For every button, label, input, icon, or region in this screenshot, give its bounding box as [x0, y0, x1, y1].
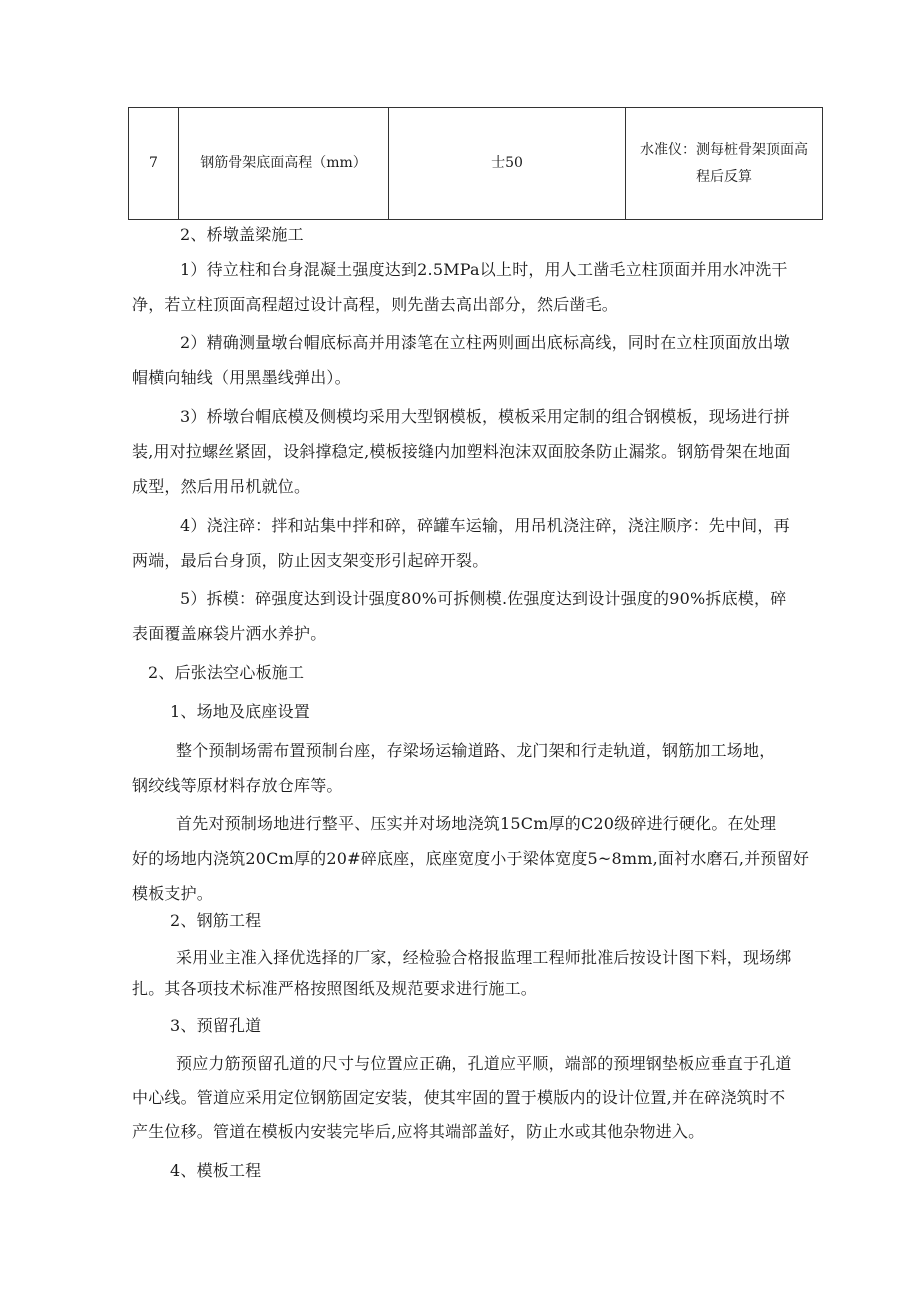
- pier-step-3-line-2: 装,用对拉螺丝紧固，设斜撑稳定,模板接缝内加塑料泡沫双面胶条防止漏浆。钢筋骨架在地面: [132, 442, 791, 461]
- site-para-2-line-1: 首先对预制场地进行整平、压实并对场地浇筑15Cm厚的C20级碎进行硬化。在处理: [176, 814, 777, 833]
- tolerance-value: 士50: [389, 108, 626, 220]
- rebar-line-1: 采用业主准入择优选择的厂家，经检验合格报监理工程师批准后按设计图下料，现场绑: [176, 948, 792, 967]
- pier-step-3-line-3: 成型，然后用吊机就位。: [132, 477, 311, 496]
- duct-line-1: 预应力筋预留孔道的尺寸与位置应正确，孔道应平顺，端部的预埋钢垫板应垂直于孔道: [176, 1054, 792, 1073]
- table-row: [129, 108, 823, 220]
- spec-table: [128, 107, 823, 220]
- site-setup-heading: 1、场地及底座设置: [170, 702, 310, 721]
- pier-step-5-line-2: 表面覆盖麻袋片洒水养护。: [132, 624, 327, 643]
- pier-step-3-line-1: 3）桥墩台帽底模及侧模均采用大型钢模板，模板采用定制的组合钢模板，现场进行拼: [180, 407, 790, 426]
- inspection-method: [626, 108, 823, 220]
- hollow-slab-heading: 2、后张法空心板施工: [148, 663, 305, 682]
- method-line-1: 水准仪：测每桩骨架顶面高: [640, 141, 808, 158]
- formwork-heading: 4、模板工程: [170, 1161, 262, 1180]
- duct-line-2: 中心线。管道应采用定位钢筋固定安装，使其牢固的置于模版内的设计位置,并在碎浇筑时不: [132, 1088, 786, 1107]
- site-para-1-line-1: 整个预制场需布置预制台座，存梁场运输道路、龙门架和行走轨道，钢筋加工场地，: [176, 741, 776, 760]
- pier-cap-heading: 2、桥墩盖梁施工: [180, 225, 304, 244]
- site-para-2-line-3: 模板支护。: [132, 884, 214, 903]
- site-para-2-line-2: 好的场地内浇筑20Cm厚的20#碎底座，底座宽度小于梁体宽度5~8mm,面衬水磨石,并预留好: [132, 849, 810, 868]
- pier-step-4-line-2: 两端，最后台身顶，防止因支架变形引起碎开裂。: [132, 551, 489, 570]
- pier-step-2-line-2: 帽横向轴线（用黑墨线弹出）。: [132, 368, 351, 387]
- rebar-heading: 2、钢筋工程: [170, 911, 262, 930]
- pier-step-1-line-2: 净，若立柱顶面高程超过设计高程，则先凿去高出部分，然后凿毛。: [132, 295, 619, 314]
- item-name: 钢筋骨架底面高程（mm）: [179, 108, 389, 220]
- duct-heading: 3、预留孔道: [170, 1016, 262, 1035]
- site-para-1-line-2: 钢绞线等原材料存放仓库等。: [132, 776, 343, 795]
- pier-step-2-line-1: 2）精确测量墩台帽底标高并用漆笔在立柱两则画出底标高线，同时在立柱顶面放出墩: [180, 333, 790, 352]
- duct-line-3: 产生位移。管道在模板内安装完毕后,应将其端部盖好，防止水或其他杂物进入。: [132, 1122, 705, 1141]
- pier-step-4-line-1: 4）浇注碎：拌和站集中拌和碎，碎罐车运输，用吊机浇注碎，浇注顺序：先中间，再: [180, 516, 790, 535]
- method-line-2: 程后反算: [696, 168, 752, 185]
- rebar-line-2: 扎。其各项技术标准严格按照图纸及规范要求进行施工。: [132, 979, 538, 998]
- row-number: 7: [129, 108, 179, 220]
- pier-step-5-line-1: 5）拆模：碎强度达到设计强度80%可拆侧模.佐强度达到设计强度的90%拆底模，碎: [180, 589, 787, 608]
- pier-step-1-line-1: 1）待立柱和台身混凝土强度达到2.5MPa以上时，用人工凿毛立柱顶面并用水冲洗干: [180, 260, 788, 279]
